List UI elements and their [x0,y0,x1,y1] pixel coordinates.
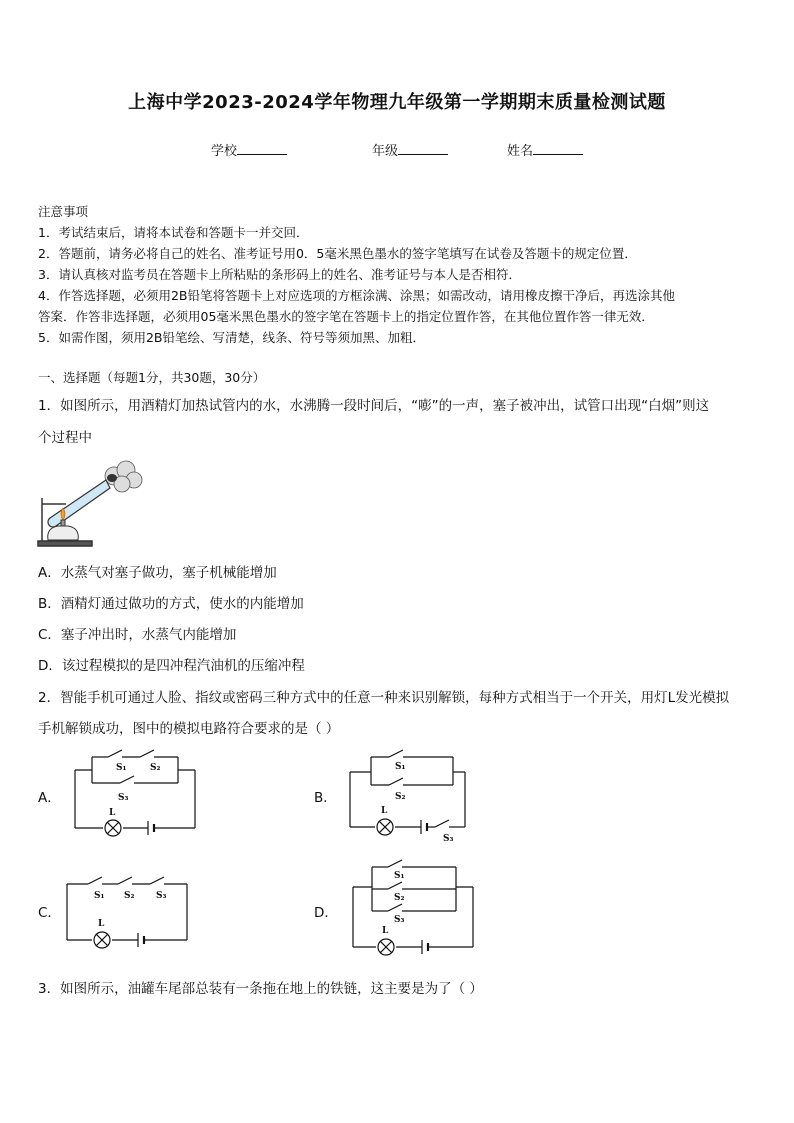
grade-field[interactable]: 年级 [372,140,448,159]
svg-text:S₃: S₃ [156,891,167,901]
notice-item: 4．作答选择题，必须用2B铅笔将答题卡上对应选项的方框涂满、涂黑；如需改动，请用橡皮擦干净后，再选涂其他 [38,288,675,303]
svg-text:L: L [109,808,116,818]
switch-s3 [120,776,134,783]
circuit-b[interactable] [345,745,475,845]
svg-text:S₁: S₁ [94,891,105,901]
q2-option-d-label[interactable]: D． [314,905,338,921]
svg-text:L: L [381,806,388,816]
circuit-c[interactable] [62,872,197,952]
test-tube-figure [36,458,146,548]
student-info-row [0,140,794,160]
svg-text:S₁: S₁ [394,871,405,881]
switch-s2 [118,877,132,884]
name-blank[interactable] [533,140,583,155]
switch-s1 [389,750,403,757]
circuit-a[interactable] [70,745,205,840]
question-1-line-2: 个过程中 [38,430,92,446]
notice-item: 2．答题前，请务必将自己的姓名、准考证号用0．5毫米黑色墨水的签字笔填写在试卷及答题卡的规定位置． [38,246,637,261]
school-blank[interactable] [237,140,287,155]
question-2-line-2: 手机解锁成功，图中的模拟电路符合要求的是（ ） [38,721,340,737]
switch-s1 [388,860,402,867]
notice-heading: 注意事项 [38,204,89,219]
notice-item: 1．考试结束后，请将本试卷和答题卡一并交回． [38,225,309,240]
svg-text:L: L [382,926,389,936]
q1-option-a[interactable]: A．水蒸气对塞子做功，塞子机械能增加 [38,565,277,581]
notice-item: 3．请认真核对监考员在答题卡上所粘贴的条形码上的姓名、准考证号与本人是否相符． [38,267,521,282]
svg-text:S₂: S₂ [394,893,405,903]
switch-s3 [435,820,449,827]
svg-text:S₃: S₃ [443,834,454,844]
switch-s2 [140,750,154,757]
q1-option-d[interactable]: D．该过程模拟的是四冲程汽油机的压缩冲程 [38,658,305,674]
q1-option-b[interactable]: B．酒精灯通过做功的方式，使水的内能增加 [38,596,304,612]
section-heading: 一、选择题（每题1分，共30题，30分） [38,370,266,385]
school-field[interactable]: 学校 [211,140,287,159]
svg-text:S₂: S₂ [395,792,406,802]
grade-blank[interactable] [398,140,448,155]
svg-text:S₂: S₂ [150,763,161,773]
circuit-d[interactable] [348,855,478,965]
svg-text:S₁: S₁ [116,763,127,773]
svg-text:L: L [98,919,105,929]
exam-title: 上海中学2023-2024学年物理九年级第一学期期末质量检测试题 [128,92,666,113]
notice-item: 5．如需作图，须用2B铅笔绘、写清楚，线条、符号等须加黑、加粗． [38,330,425,345]
switch-s1 [108,750,122,757]
q2-option-c-label[interactable]: C． [38,905,61,921]
question-2-line-1: 2．智能手机可通过人脸、指纹或密码三种方式中的任意一种来识别解锁，每种方式相当于一个开关，用灯L发光模拟 [38,690,730,706]
svg-text:S₃: S₃ [118,793,129,803]
switch-s3 [150,877,164,884]
switch-s3 [388,904,402,911]
q2-option-a-label[interactable]: A． [38,790,61,806]
svg-text:S₃: S₃ [394,915,405,925]
switch-s1 [88,877,102,884]
svg-text:S₂: S₂ [124,891,135,901]
switch-s2 [388,882,402,889]
svg-text:S₁: S₁ [395,762,406,772]
question-3-line-1: 3．如图所示，油罐车尾部总装有一条拖在地上的铁链，这主要是为了（ ） [38,981,483,997]
name-field[interactable]: 姓名 [507,140,583,159]
notice-item: 答案．作答非选择题，必须用05毫米黑色墨水的签字笔在答题卡上的指定位置作答，在其他位置作答一律无效． [38,309,654,324]
question-1-line-1: 1．如图所示，用酒精灯加热试管内的水，水沸腾一段时间后，“嘭”的一声，塞子被冲出，试管口出现“白烟”则这 [38,398,710,414]
switch-s2 [389,778,403,785]
q2-option-b-label[interactable]: B． [314,790,337,806]
stopper [107,474,117,482]
q1-option-c[interactable]: C．塞子冲出时，水蒸气内能增加 [38,627,237,643]
